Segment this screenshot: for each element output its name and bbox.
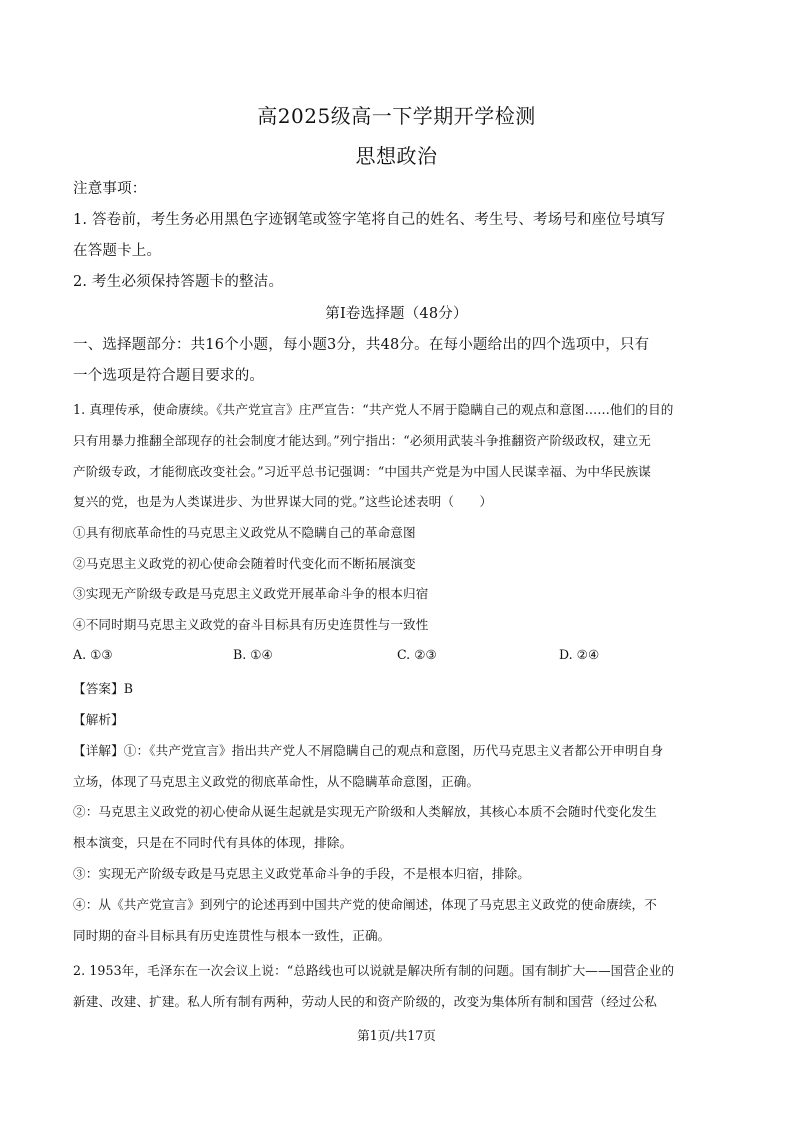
q1-option-c: C. ②③ bbox=[397, 647, 437, 662]
q1-option-a: A. ①③ bbox=[73, 647, 113, 662]
answer-label: 【答案】 bbox=[73, 681, 124, 696]
q1-detail-line: ③：实现无产阶级专政是马克思主义政党革命斗争的手段，不是根本归宿，排除。 bbox=[73, 866, 530, 881]
answer-value: B bbox=[123, 681, 134, 696]
page-footer: 第1页/共17页 bbox=[357, 1028, 436, 1043]
notice-item-2: 2. 考生必须保持答题卡的整洁。 bbox=[73, 274, 284, 290]
subject-title: 思想政治 bbox=[355, 144, 438, 168]
q1-detail-line: 【详解】①：《共产党宣言》指出共产党人不屑隐瞒自己的观点和意图，历代马克思主义者都公开申明自身 bbox=[73, 743, 664, 758]
q1-stem-line: 1. 真理传承，使命赓续。《共产党宣言》庄严宣告：“共产党人不屑于隐瞒自己的观点和意图……他们的目的 bbox=[73, 402, 674, 417]
q1-option-b: B. ①④ bbox=[233, 647, 273, 662]
q1-stem-line: 复兴的党，也是为人类谋进步、为世界谋大同的党。”这些论述表明（ ） bbox=[73, 494, 493, 509]
q1-answer bbox=[73, 678, 723, 697]
q1-analysis-label: 【解析】 bbox=[73, 712, 124, 727]
q1-stem-line: 只有用暴力推翻全部现存的社会制度才能达到。”列宁指出：“必须用武装斗争推翻资产阶级政权，建立无 bbox=[73, 433, 651, 448]
q2-stem-line: 新建、改建、扩建。私人所有制有两种，劳动人民的和资产阶级的，改变为集体所有制和国营（经过公私 bbox=[73, 994, 657, 1009]
section-intro: 一、选择题部分：共16个小题，每小题3分，共48分。在每小题给出的四个选项中，只有 bbox=[73, 337, 650, 353]
q1-detail-line: ④：从《共产党宣言》到列宁的论述再到中国共产党的使命阐述，体现了马克思主义政党的使命赓续，不 bbox=[73, 897, 657, 912]
q1-statement: ①具有彻底革命性的马克思主义政党从不隐瞒自己的革命意图 bbox=[73, 525, 416, 540]
q1-detail-line: 同时期的奋斗目标具有历史连贯性与根本一致性，正确。 bbox=[73, 928, 391, 943]
q1-option-d: D. ②④ bbox=[559, 647, 600, 662]
section-title: 第I卷选择题（48分） bbox=[325, 306, 468, 322]
q1-statement: ②马克思主义政党的初心使命会随着时代变化而不断拓展演变 bbox=[73, 556, 416, 571]
exam-title: 高2025级高一下学期开学检测 bbox=[257, 104, 536, 128]
q1-stem-line: 产阶级专政，才能彻底改变社会。”习近平总书记强调：“中国共产党是为中国人民谋幸福、为中华民族谋 bbox=[73, 464, 651, 479]
q1-detail-line: ②：马克思主义政党的初心使命从诞生起就是实现无产阶级和人类解放，其核心本质不会随时代变化发生 bbox=[73, 804, 657, 819]
notice-item-1: 1. 答卷前，考生务必用黑色字迹钢笔或签字笔将自己的姓名、考生号、考场号和座位号填写 bbox=[73, 212, 666, 228]
section-intro-cont: 一个选项是符合题目要求的。 bbox=[73, 368, 265, 384]
q1-detail-line: 根本演变，只是在不同时代有具体的体现，排除。 bbox=[73, 835, 353, 850]
q1-detail-line: 立场，体现了马克思主义政党的彻底革命性，从不隐瞒革命意图，正确。 bbox=[73, 774, 480, 789]
q1-statement: ③实现无产阶级专政是马克思主义政党开展革命斗争的根本归宿 bbox=[73, 586, 429, 601]
q2-stem-line: 2. 1953年，毛泽东在一次会议上说：“总路线也可以说就是解决所有制的问题。国有制扩大——国营企业的 bbox=[73, 963, 675, 978]
notice-heading: 注意事项： bbox=[73, 181, 147, 197]
notice-item-1-cont: 在答题卡上。 bbox=[73, 243, 162, 259]
q1-statement: ④不同时期马克思主义政党的奋斗目标具有历史连贯性与一致性 bbox=[73, 617, 429, 632]
